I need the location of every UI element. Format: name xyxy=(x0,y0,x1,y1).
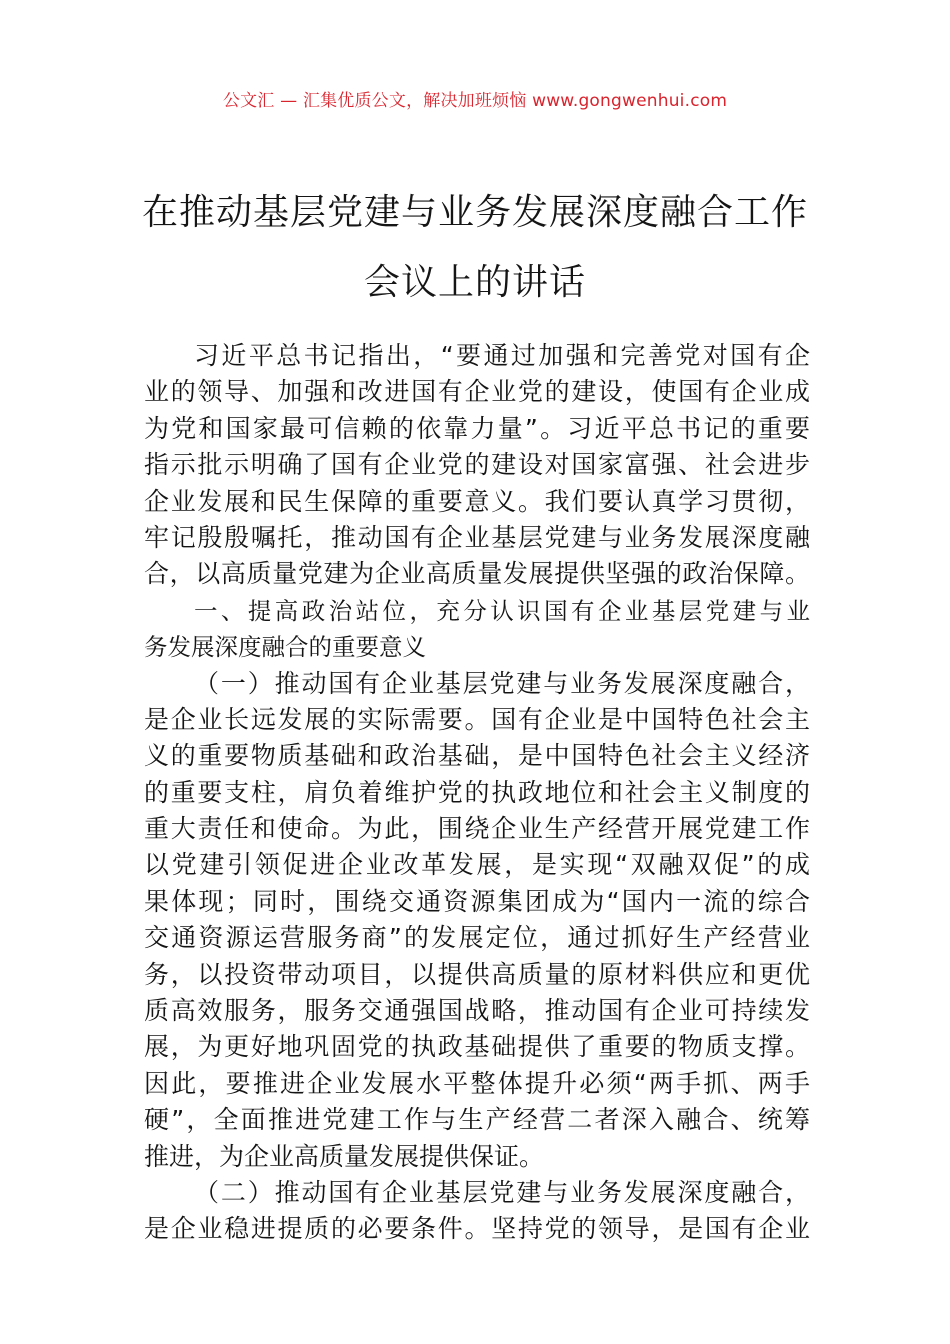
paragraph-line: 果体现；同时，围绕交通资源集团成为“国内一流的综合 xyxy=(144,886,810,916)
paragraph-line: 牢记殷殷嘱托，推动国有企业基层党建与业务发展深度融 xyxy=(144,522,810,552)
document-body xyxy=(144,338,810,1248)
paragraph-line: 的重要支柱，肩负着维护党的执政地位和社会主义制度的 xyxy=(144,777,810,807)
paragraph-line: 务，以投资带动项目，以提供高质量的原材料供应和更优 xyxy=(144,959,810,989)
paragraph-line: 因此，要推进企业发展水平整体提升必须“两手抓、两手 xyxy=(144,1068,810,1098)
section-heading-line: 务发展深度融合的重要意义 xyxy=(144,633,426,662)
paragraph-line: 指示批示明确了国有企业党的建设对国家富强、社会进步 xyxy=(144,450,810,480)
paragraph-line: 合，以高质量党建为企业高质量发展提供坚强的政治保障。 xyxy=(144,559,810,589)
paragraph-line: 是企业稳进提质的必要条件。坚持党的领导，是国有企业 xyxy=(144,1214,810,1244)
paragraph-line: （二）推动国有企业基层党建与业务发展深度融合， xyxy=(194,1177,810,1207)
paragraph-line: 是企业长远发展的实际需要。国有企业是中国特色社会主 xyxy=(144,704,810,734)
watermark-header[interactable]: 公文汇 — 汇集优质公文，解决加班烦恼 www.gongwenhui.com xyxy=(222,91,728,111)
paragraph-line: 重大责任和使命。为此，围绕企业生产经营开展党建工作 xyxy=(144,814,810,844)
paragraph-line: （一）推动国有企业基层党建与业务发展深度融合， xyxy=(194,668,810,698)
paragraph-line: 业的领导、加强和改进国有企业党的建设，使国有企业成 xyxy=(144,377,810,407)
title-line-2: 会议上的讲话 xyxy=(363,262,586,303)
paragraph-line: 质高效服务，服务交通强国战略，推动国有企业可持续发 xyxy=(144,996,810,1026)
paragraph-line: 交通资源运营服务商”的发展定位，通过抓好生产经营业 xyxy=(144,923,810,953)
paragraph-line: 硬”，全面推进党建工作与生产经营二者深入融合、统筹 xyxy=(144,1105,810,1135)
document-title xyxy=(0,178,950,318)
paragraph-line: 习近平总书记指出，“要通过加强和完善党对国有企 xyxy=(194,341,810,370)
paragraph-line: 推进，为企业高质量发展提供保证。 xyxy=(144,1141,545,1171)
paragraph-line: 义的重要物质基础和政治基础，是中国特色社会主义经济 xyxy=(144,741,810,771)
title-line-1: 在推动基层党建与业务发展深度融合工作 xyxy=(141,192,808,233)
paragraph-line: 展，为更好地巩固党的执政基础提供了重要的物质支撑。 xyxy=(144,1032,810,1062)
paragraph-line: 为党和国家最可信赖的依靠力量”。习近平总书记的重要 xyxy=(144,413,810,443)
paragraph-line: 企业发展和民生保障的重要意义。我们要认真学习贯彻， xyxy=(144,486,810,516)
paragraph-line: 以党建引领促进企业改革发展，是实现“双融双促”的成 xyxy=(144,850,810,880)
section-heading-line: 一、提高政治站位，充分认识国有企业基层党建与业 xyxy=(194,596,810,625)
